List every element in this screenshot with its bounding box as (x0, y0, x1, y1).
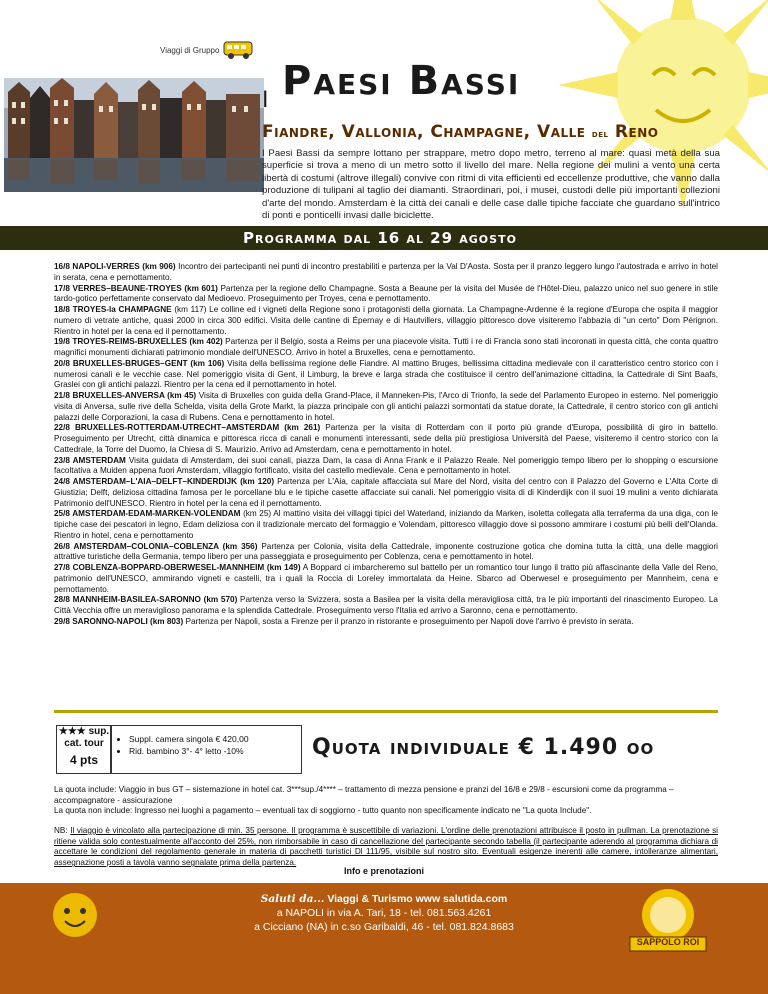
program-day-text: Partenza per Napoli, sosta a Firenze per il pranzo in ristorante e proseguimento per Napoli dove l'arrivo è previsto in serata. (183, 616, 634, 626)
subtitle-del: del (591, 129, 609, 140)
supplement-item: • Suppl. camera singola € 420,00 (129, 734, 301, 744)
page-subtitle (262, 122, 658, 142)
program-day-text: Partenza per il Belgio, sosta a Reims per una piacevole visita. Tutti i re di Francia sono stati incoronati in questa città, che conta quattro magnifici monumenti dichiarati patrimonio mondiale dell'UNESCO. Arrivo in hotel a Bruxelles, cena e pernottamento. (54, 337, 719, 357)
includes-section (54, 785, 718, 817)
footer-brand: Saluti da... (260, 893, 325, 905)
excludes-text: La quota non include: Ingresso nei luoghi a pagamento – eventuali tax di soggiorno - tutto quanto non specificamente indicato ne "La quota Include". (54, 806, 592, 816)
program-day-text: A Boppard ci imbarcheremo sul battello per un romantico tour lungo il tratto più affascinante della Valle del Reno, patrimonio dell'UNESCO, ammirando vigneti e castelli, tra i quali la Roccia di Loreley immortalata da Heine. Sbarco ad Oberwesel e proseguimento per Mannheim, cena e pernottamento. (54, 563, 718, 594)
divider-rule (54, 710, 718, 713)
intro-paragraph: I Paesi Bassi da sempre lottano per strappare, metro dopo metro, terreno al mare: quasi metà della sua superficie si trova a meno di un metro sotto il livello del mare. Nella regione dei mulini a vento una certa libertà di costumi (altrove illegali) convive con ritmi di vita efficienti ed eccellenze produttive, che vanno dalla produzione di tulipani al taglio dei diamanti. Straordinari, poi, i musei, custodi delle più importanti collezioni d'arte del mondo. Amsterdam è la città dei canali e delle case dalle tipiche facciate che guardano sull'intrico di ponti e ponticelli invasi dalle biciclette. (262, 148, 720, 222)
category-box (56, 725, 112, 774)
program-day-title: 21/8 BRUXELLES-ANVERSA (km 45) (54, 391, 197, 400)
program-day-title: 24/8 AMSTERDAM–L'AIA–DELFT–KINDERDIJK (km 120) (54, 477, 275, 486)
badge-text: SAPPOLO ROI (636, 937, 700, 947)
program-day (54, 305, 718, 337)
program-day-text: Partenza per la regione dello Champagne. Sosta a Beaune per la visita del Musée de l'Hôtel-Dieu, palazzo unico nel suo genere in stile tardo-gotico perfettamente conservato dal Medioevo. Proseguimento per Troyes, cena e pernottamento. (54, 283, 718, 304)
footer-line3: a Cicciano (NA) in c.so Garibaldi, 46 - tel. 081.824.8683 (254, 921, 514, 933)
program-day-title: 20/8 BRUXELLES-BRUGES–GENT (km 106) (54, 358, 225, 368)
bus-icon (222, 38, 256, 62)
program-day (54, 337, 718, 359)
program-day-text: Visita di Bruxelles con guida della Grand-Place, il Manneken-Pis, l'Arco di Trionfo, la sede del Parlamento Europeo in esterno. Nel pomeriggio visita di Anversa, sulle rive della Schelda, visita della Grote Markt, la piazza principale con gli antichi palazzi sormontati da statue dorate, la Cattedrale, il centro storico con gli antichi palazzi delle Corporazioni, la casa di Rubens. Cena e pernottamento in hotel. (54, 391, 718, 422)
program-day-title: 17/8 VERRES–BEAUNE-TROYES (km 601) (54, 283, 218, 293)
program-day-text: Partenza per L'Aia, capitale affacciata sul Mare del Nord, visita del centro con il Palazzo del Governo e L'Alta Corte di Giustizia; Delft, deliziosa cittadina famosa per le porcellane blu e le tipiche casette affacciate sui canali. Nel pomeriggio visita di di Kinderdijk con il suoi 19 mulini a vento dichiarata Patrimonio dell'UNESCO. Rientro in hotel per la cena ed il pernottamento. (54, 477, 718, 508)
program-day-title: 23/8 AMSTERDAM (54, 455, 126, 465)
program-day (54, 262, 718, 284)
program-day (54, 284, 718, 306)
program-day-title: 27/8 COBLENZA-BOPPARD-OBERWESEL-MANNHEIM (km 149) (54, 563, 301, 572)
program-day (54, 563, 718, 595)
subtitle-main: Fiandre, Vallonia, Champagne, Valle (262, 122, 586, 142)
program-day-text: Partenza verso la Svizzera, sosta a Basilea per la visita della meravigliosa città, tra le più importanti del rinascimento Europeo. La Città Vecchia offre un meraviglioso panorama e la splendida Cattedrale. Proseguimento verso l'Italia ed arrivo a Saronno, cena e pernottamento. (54, 595, 718, 615)
program-day-text: Visita guidata di Amsterdam, dei suoi canali, piazza Dam, la casa di Anna Frank e il Palazzo Reale. Nel pomeriggio tempo libero per lo shopping o escursione facoltativa a Muiden appena fuori Amsterdam, villaggio fortificato, visita del castello medievale. Cena e pernottamento in hotel. (54, 455, 719, 476)
program-day-text: Incontro dei partecipanti nei punti di incontro prestabiliti e partenza per la Val D'Aosta. Sosta per il pranzo leggero lungo l'autostrada e arrivo in hotel in serata, cena e pernottamento. (54, 262, 718, 282)
title-prefix: I (262, 88, 269, 113)
program-day (54, 423, 718, 455)
program-day-title: 28/8 MANNHEIM-BASILEA-SARONNO (km 570) (54, 595, 238, 605)
booking-note (54, 826, 718, 869)
tour-category: cat. tour (64, 738, 104, 749)
program-day (54, 477, 718, 509)
program-day (54, 359, 718, 391)
program-day-title: 29/8 SARONNO-NAPOLI (km 803) (54, 616, 184, 626)
footer-line1[interactable]: Viaggi & Turismo www salutida.com (324, 893, 508, 905)
info-title: Info e prenotazioni (344, 866, 424, 876)
program-day (54, 595, 718, 617)
program-day-title: 18/8 TROYES-la CHAMPAGNE (54, 305, 172, 314)
program-day-title: 22/8 BRUXELLES-ROTTERDAM-UTRECHT–AMSTERDAM (km 261) (54, 423, 321, 433)
logo-text: Viaggi di Gruppo (160, 46, 220, 55)
page-title: Paesi Bassi (282, 58, 521, 104)
program-day (54, 391, 718, 423)
program-day-title: 16/8 NAPOLI-VERRES (km 906) (54, 262, 176, 271)
program-day-text: Partenza per la visita di Rotterdam con il porto più grande d'Europa, possibilità di giro in battello. Proseguimento per Utrecht, città dinamica e pittoresca ricca di canali e monumenti interessanti, sede della più prestigiosa Università del Paese, visiteremo il centro storico con la Cattedrale, la Torre del Duomo, la Chiesa di S. Maurizio. Arrivo ad Amsterdam, cena e pernottamento in hotel. (54, 423, 718, 454)
program-day-text: Partenza per Colonia, visita della Cattedrale, imponente costruzione gotica che domina tutta la città, una delle maggiori attrattive turistiche della Germania, tempo libero per una passeggiata e proseguimento per Coblenza, cena e pernottamento in hotel. (54, 541, 718, 562)
program-day (54, 509, 718, 541)
subtitle-end: Reno (614, 122, 659, 142)
stars-icon: ★★★ (58, 726, 86, 737)
program-day-text: (km 117) Le colline ed i vigneti della Regione sono i protagonisti della giornata. La Champagne-Ardenne è la regione d'Europa che ospita il maggior numero di vetrate antiche, quasi 2000 in circa 300 edifici. Visita delle cantine di Épernay e di Hautvillers, villaggio pittoresco dove visiteremo l'abbazia di "un certo" Dom Pérignon. Rientro in hotel per la cena ed il pernottamento. (54, 305, 718, 336)
footer-line2: a NAPOLI in via A. Tari, 18 - tel. 081.563.4261 (276, 907, 492, 919)
supplement-item: • Rid. bambino 3°- 4° letto -10% (129, 746, 301, 756)
supplements-box (110, 725, 302, 774)
stars-label: sup. (88, 726, 110, 737)
amsterdam-canal-photo (4, 78, 264, 192)
includes-text: La quota include: Viaggio in bus GT – sistemazione in hotel cat. 3***sup./4**** – trattamento di mezza pensione e pranzi del 16/8 e 29/8 - escursioni come da programma – accompagnatore - assicurazione (54, 785, 674, 805)
program-day-text: (km 25) Al mattino visita dei villaggi tipici del Waterland, iniziando da Marken, isoletta collegata alla terraferma da una diga, con le tipiche case dei pescatori in legno, Edam deliziosa con il tradizionale mercato del formaggio e Volendam, pittoresco villaggio dove si possono ammirare i costumi più belli dell'Olanda. Rientro in hotel, cena e pernottamento (54, 509, 718, 540)
note-label: NB: (54, 826, 68, 835)
program-day (54, 617, 718, 628)
price-heading: Quota individuale € 1.490 oo (312, 735, 655, 760)
program-day-title: 26/8 AMSTERDAM–COLONIA–COBLENZA (km 356) (54, 541, 258, 551)
program-day-text: Visita della bellissima regione delle Fiandre. Al mattino Bruges, bellissima cittadina medievale con il caratteristico centro storico con i numerosi canali e le vecchie case. Nel pomeriggio visita di Gent, il Limburg, la breve e larga strada che costituisce il centro dell'animazione cittadina, la Cattedrale di Sint Baafs, Graslei con gli antichi palazzi. Rientro per la cena ed il pernottamento in hotel. (54, 358, 719, 390)
program-title: Programma dal 16 al 29 agosto (243, 229, 517, 247)
program-day (54, 456, 718, 478)
program-list (54, 262, 718, 628)
points-label: 4 pts (69, 753, 98, 767)
program-day (54, 542, 718, 564)
program-day-title: 25/8 AMSTERDAM-EDAM-MARKEN-VOLENDAM (54, 509, 241, 519)
note-text: Il viaggio è vincolato alla partecipazione di min. 35 persone. Il programma è suscettibile di variazioni. L'ordine delle prenotazioni attribuisce il posto in pullman. La prenotazione si ritiene valida solo contestualmente all'acconto del 25%, non rimborsabile in caso di cancellazione del partecipante secondo tabella (il partecipante aderendo al programma dichiara di accettare le condizioni del regolamento generale in materia di pacchetti turistici Dl 111/95, visibile sul nostro sito. Eventuali esigenze inerenti alle camere, intolleranze alimentari, assegnazione posti a tavola vanno segnalate prima della partenza. (54, 826, 718, 868)
program-day-title: 19/8 TROYES-REIMS-BRUXELLES (km 402) (54, 337, 223, 347)
agency-logo (160, 38, 260, 78)
